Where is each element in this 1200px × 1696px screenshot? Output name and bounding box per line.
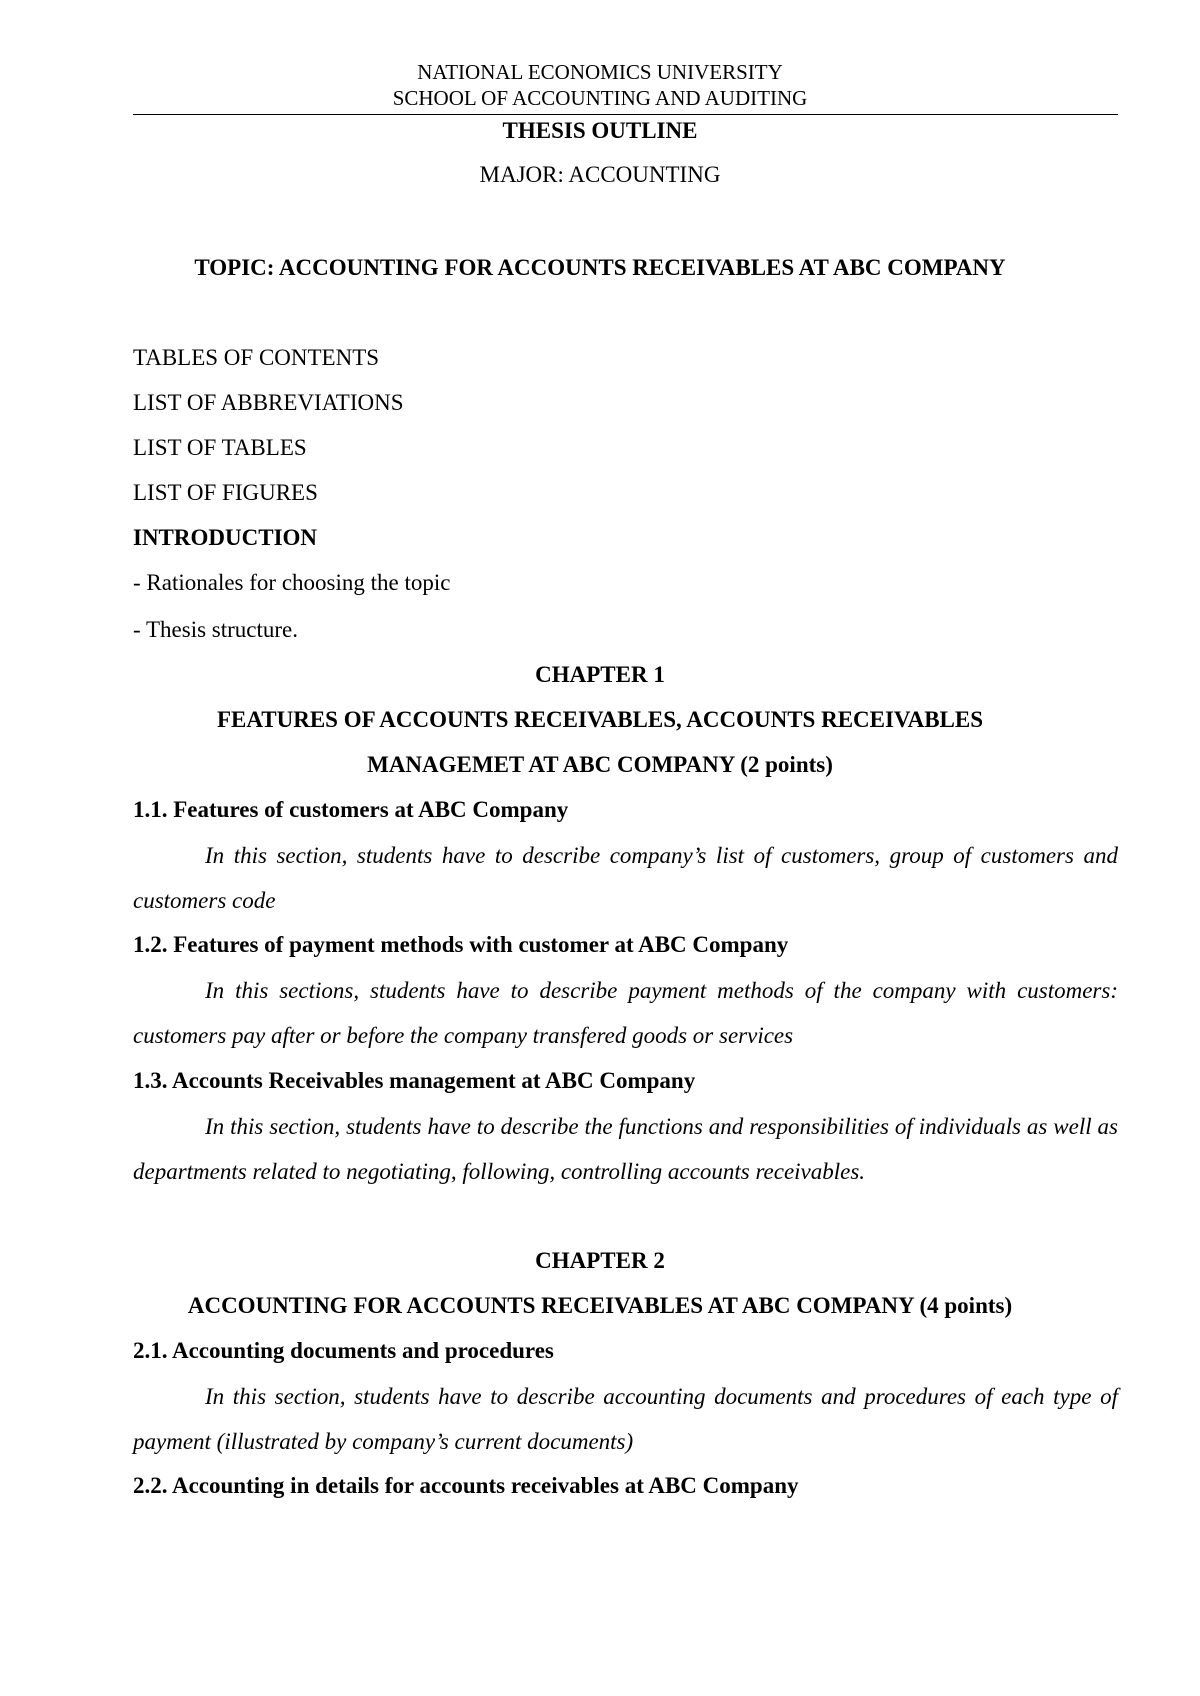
topic-line: TOPIC: ACCOUNTING FOR ACCOUNTS RECEIVABLES AT ABC COMPANY — [194, 255, 1006, 280]
major-line: MAJOR: ACCOUNTING — [479, 162, 721, 187]
chapter2-label: CHAPTER 2 — [535, 1248, 665, 1273]
section-heading: 1.1. Features of customers at ABC Company — [133, 797, 569, 822]
chapter1-title: MANAGEMET AT ABC COMPANY (2 points) — [367, 752, 833, 777]
header-divider — [133, 114, 1118, 115]
section-description: In this section, students have to describe the functions and responsibilities of individuals as well as departments related to negotiating, following, controlling accounts receivables. — [133, 1114, 1118, 1184]
chapter2-title: ACCOUNTING FOR ACCOUNTS RECEIVABLES AT ABC COMPANY (4 points) — [187, 1293, 1013, 1318]
introduction-heading: INTRODUCTION — [133, 525, 318, 550]
school-name: SCHOOL OF ACCOUNTING AND AUDITING — [392, 86, 808, 110]
introduction-item: - Thesis structure. — [133, 617, 299, 642]
front-matter-item: LIST OF ABBREVIATIONS — [133, 390, 404, 415]
section-description: In this section, students have to describe company’s list of customers, group of customers and customers code — [133, 843, 1118, 913]
front-matter-item: LIST OF FIGURES — [133, 480, 318, 505]
section-description: In this sections, students have to describe payment methods of the company with customers: customers pay after or before the company transfered goods or services — [133, 978, 1118, 1048]
front-matter-item: TABLES OF CONTENTS — [133, 345, 380, 370]
section-heading: 2.1. Accounting documents and procedures — [133, 1338, 554, 1363]
introduction-item: - Rationales for choosing the topic — [133, 570, 451, 595]
front-matter-item: LIST OF TABLES — [133, 435, 307, 460]
chapter1-title: FEATURES OF ACCOUNTS RECEIVABLES, ACCOUNTS RECEIVABLES — [216, 707, 984, 732]
document-title: THESIS OUTLINE — [502, 118, 698, 143]
university-name: NATIONAL ECONOMICS UNIVERSITY — [417, 60, 783, 84]
section-heading: 1.3. Accounts Receivables management at ABC Company — [133, 1068, 696, 1093]
section-heading: 1.2. Features of payment methods with customer at ABC Company — [133, 932, 789, 957]
chapter1-label: CHAPTER 1 — [535, 662, 665, 687]
section-description: In this section, students have to describe accounting documents and procedures of each type of payment (illustrated by company’s current documents) — [133, 1384, 1118, 1454]
section-heading: 2.2. Accounting in details for accounts receivables at ABC Company — [133, 1473, 799, 1498]
